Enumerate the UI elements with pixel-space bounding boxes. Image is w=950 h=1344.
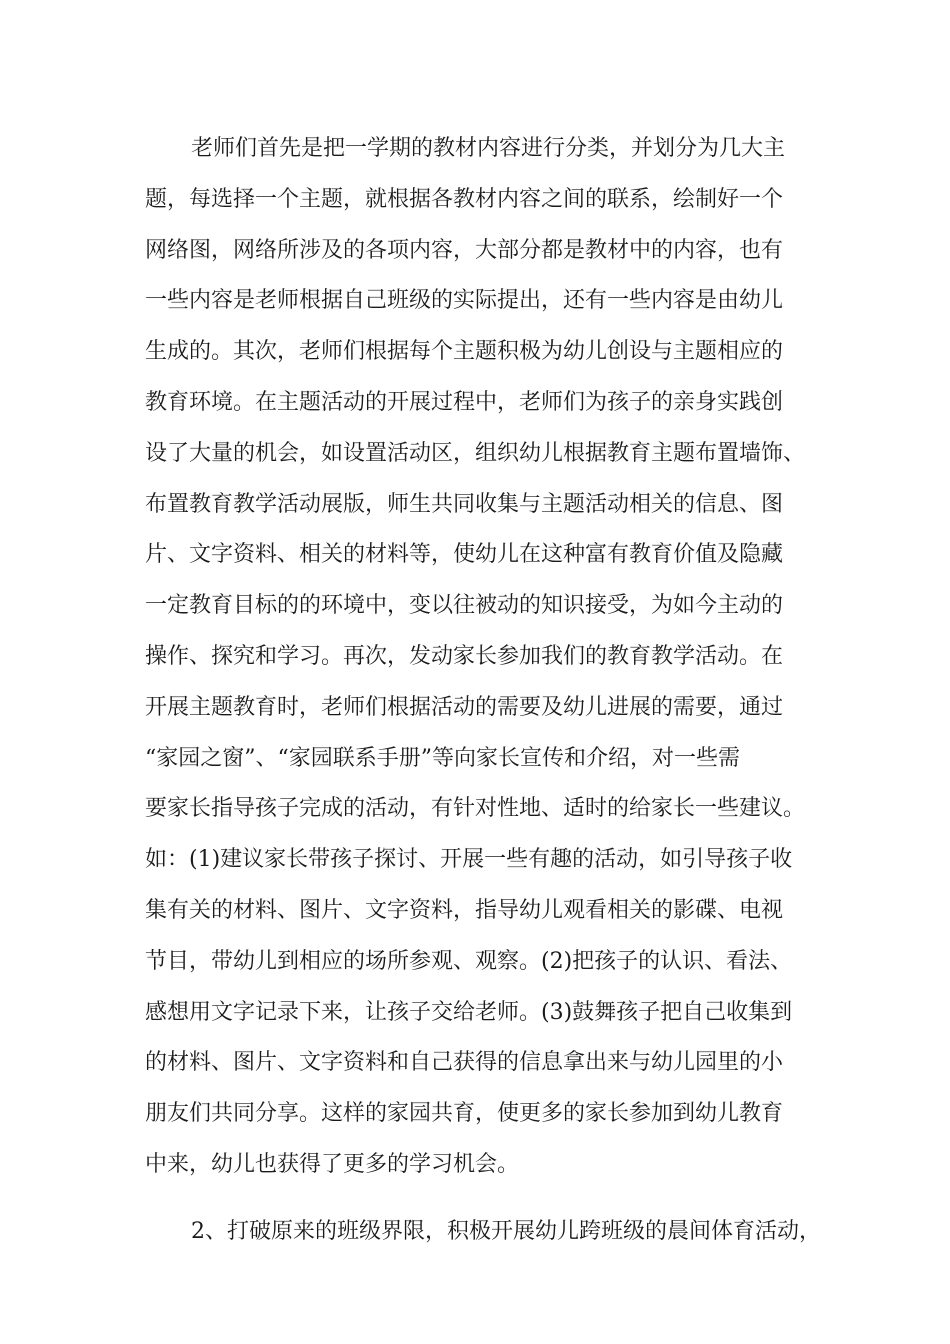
paragraph-line: 中来，幼儿也获得了更多的学习机会。 (145, 1151, 520, 1177)
paragraph-line: 如：(1)建议家长带孩子探讨、开展一些有趣的活动，如引导孩子收 (145, 847, 793, 873)
paragraph-line: 片、文字资料、相关的材料等，使幼儿在这种富有教育价值及隐藏 (145, 542, 784, 568)
paragraph-line: 要家长指导孩子完成的活动，有针对性地、适时的给家长一些建议。 (145, 796, 806, 822)
paragraph-line: “家园之窗”、“家园联系手册”等向家长宣传和介绍，对一些需 (145, 745, 740, 771)
document-body (145, 124, 835, 1258)
paragraph-line: 2、打破原来的班级界限，积极开展幼儿跨班级的晨间体育活动， (191, 1218, 821, 1244)
paragraph-line: 节目，带幼儿到相应的场所参观、观察。(2)把孩子的认识、看法、 (145, 948, 793, 974)
paragraph-line: 网络图，网络所涉及的各项内容，大部分都是教材中的内容，也有 (145, 237, 784, 263)
paragraph-line: 的材料、图片、文字资料和自己获得的信息拿出来与幼儿园里的小 (145, 1050, 784, 1076)
paragraph-line: 感想用文字记录下来，让孩子交给老师。(3)鼓舞孩子把自己收集到 (145, 999, 793, 1025)
paragraph-line: 老师们首先是把一学期的教材内容进行分类，并划分为几大主 (191, 136, 786, 161)
paragraph (145, 124, 835, 1191)
paragraph-line: 朋友们共同分享。这样的家园共育，使更多的家长参加到幼儿教育 (145, 1101, 784, 1127)
paragraph-spacer (145, 1191, 835, 1207)
paragraph-line: 布置教育教学活动展版，师生共同收集与主题活动相关的信息、图 (145, 491, 784, 517)
paragraph-line: 开展主题教育时，老师们根据活动的需要及幼儿进展的需要，通过 (145, 694, 784, 720)
paragraph-line: 生成的。其次，老师们根据每个主题积极为幼儿创设与主题相应的 (145, 339, 784, 365)
paragraph-line: 操作、探究和学习。再次，发动家长参加我们的教育教学活动。在 (145, 643, 784, 669)
paragraph-line: 题，每选择一个主题，就根据各教材内容之间的联系，绘制好一个 (145, 186, 784, 212)
paragraph (145, 1207, 835, 1258)
paragraph-line: 教育环境。在主题活动的开展过程中，老师们为孩子的亲身实践创 (145, 389, 784, 415)
paragraph-line: 设了大量的机会，如设置活动区，组织幼儿根据教育主题布置墙饰、 (145, 440, 806, 466)
paragraph-line: 一些内容是老师根据自己班级的实际提出，还有一些内容是由幼儿 (145, 288, 784, 314)
paragraph-line: 集有关的材料、图片、文字资料，指导幼儿观看相关的影碟、电视 (145, 897, 784, 923)
paragraph-line: 一定教育目标的的环境中，变以往被动的知识接受，为如今主动的 (145, 593, 784, 619)
